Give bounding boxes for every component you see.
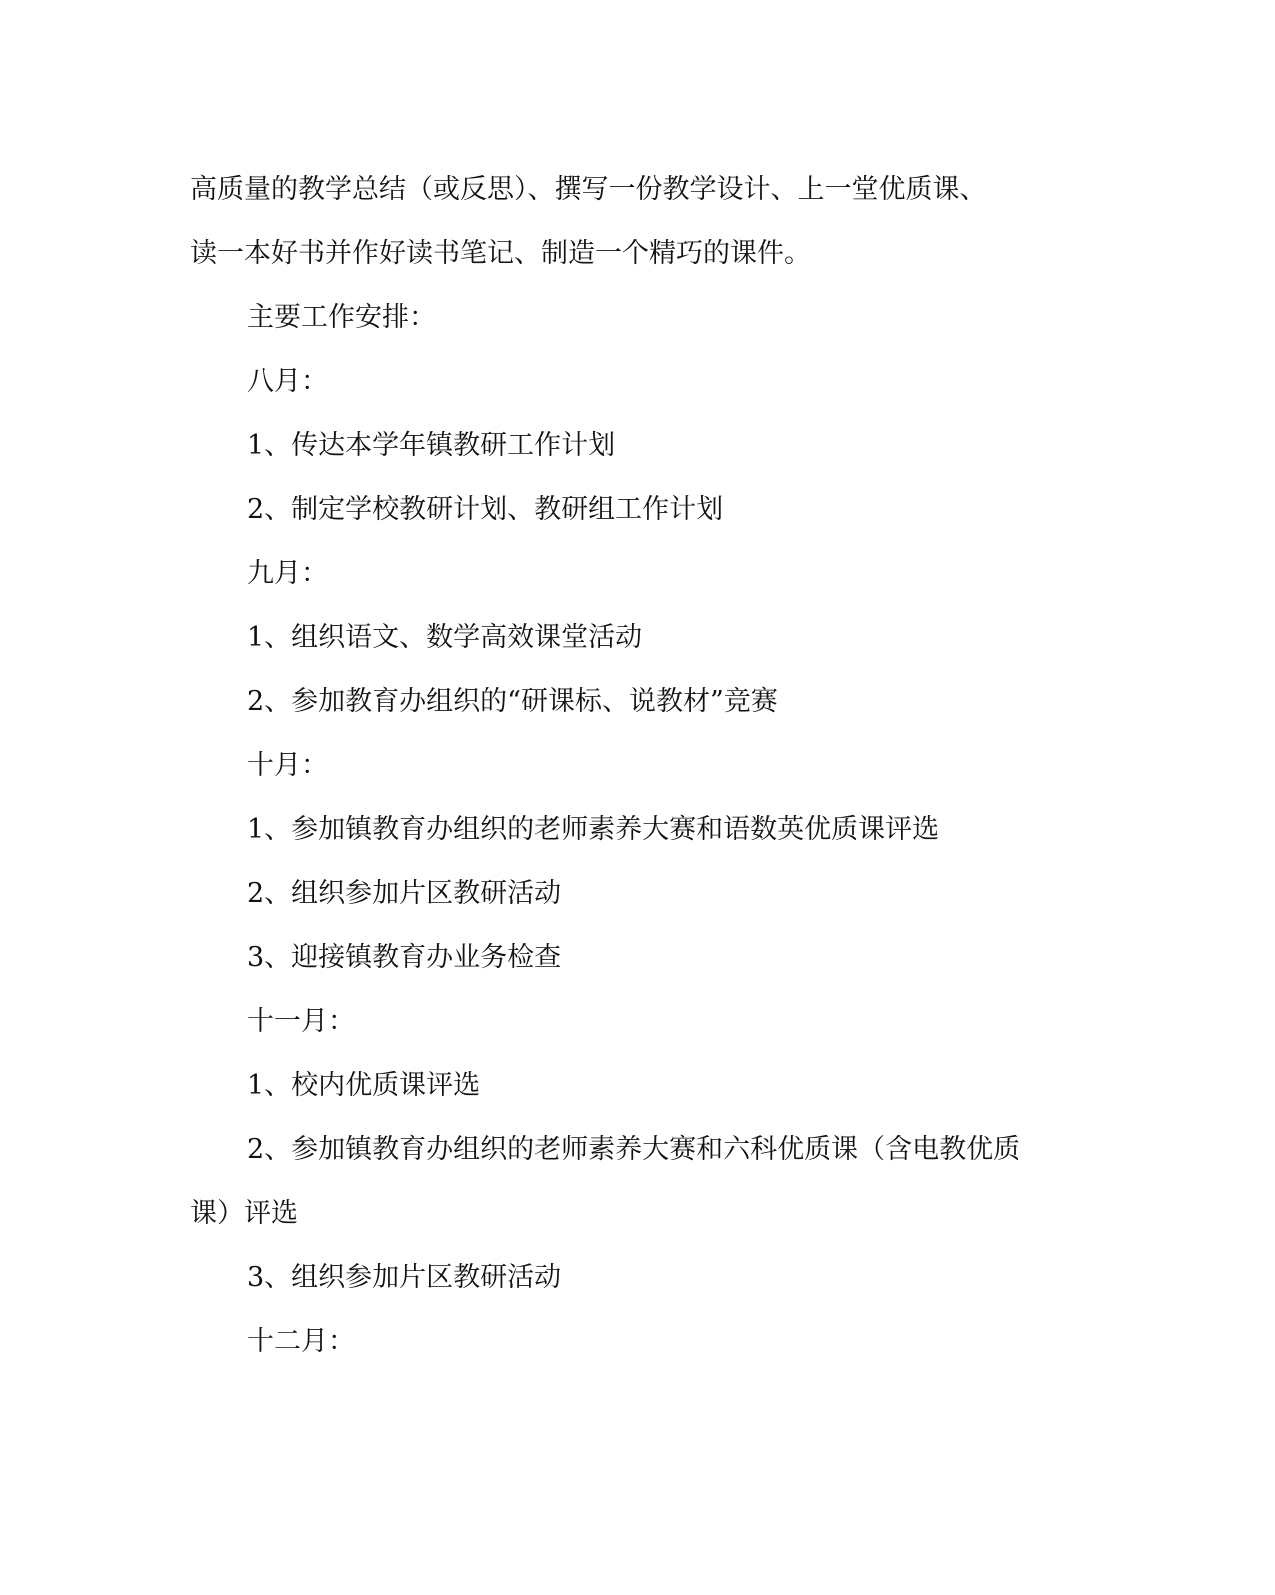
month-heading-december: 十二月： — [247, 1326, 355, 1357]
month-heading-november: 十一月： — [247, 1006, 355, 1037]
month-heading-september: 九月： — [247, 558, 328, 589]
list-item: 2、组织参加片区教研活动 — [247, 878, 562, 909]
list-item-continuation: 课）评选 — [190, 1198, 298, 1229]
paragraph-line: 高质量的教学总结（或反思）、撰写一份教学设计、上一堂优质课、 — [190, 174, 987, 205]
section-heading: 主要工作安排： — [247, 302, 436, 333]
list-item: 2、参加教育办组织的“研课标、说教材”竞赛 — [247, 686, 778, 717]
list-item: 2、参加镇教育办组织的老师素养大赛和六科优质课（含电教优质 — [247, 1134, 1021, 1165]
month-heading-october: 十月： — [247, 750, 328, 781]
list-item: 1、校内优质课评选 — [247, 1070, 481, 1101]
document-body — [190, 158, 1085, 1374]
paragraph-line: 读一本好书并作好读书笔记、制造一个精巧的课件。 — [190, 238, 811, 269]
list-item: 2、制定学校教研计划、教研组工作计划 — [247, 494, 724, 525]
list-item: 3、组织参加片区教研活动 — [247, 1262, 562, 1293]
month-heading-august: 八月： — [247, 366, 328, 397]
list-item: 3、迎接镇教育办业务检查 — [247, 942, 562, 973]
list-item: 1、参加镇教育办组织的老师素养大赛和语数英优质课评选 — [247, 814, 940, 845]
list-item: 1、传达本学年镇教研工作计划 — [247, 430, 616, 461]
list-item: 1、组织语文、数学高效课堂活动 — [247, 622, 643, 653]
